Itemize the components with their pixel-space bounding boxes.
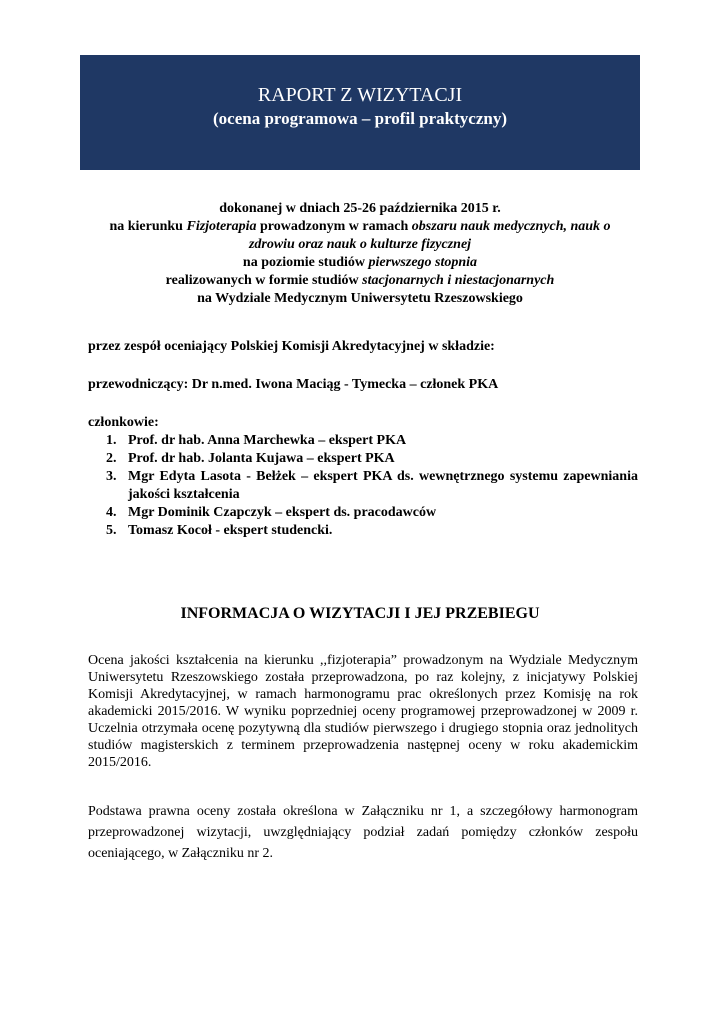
visit-details [80,200,640,308]
study-area-continued: zdrowiu oraz nauk o kulturze fizycznej [248,237,472,252]
study-form-line: realizowanych w formie studiów stacjonarnych i niestacjonarnych [165,273,555,288]
report-title-banner [80,55,640,170]
members-label: członkowie: [88,415,159,430]
study-area: obszaru nauk medycznych, nauk o [411,219,611,234]
study-level-line: na poziomie studiów pierwszego stopnia [242,255,478,270]
list-item: 5. Tomasz Kocoł - ekspert studencki. [106,523,333,538]
list-item: 3. Mgr Edyta Lasota - Bełżek – ekspert PKA ds. wewnętrznego systemu zapewniania jakości kształcenia [106,469,638,502]
team-chair: przewodniczący: Dr n.med. Iwona Maciąg - Tymecka – członek PKA [88,377,499,392]
paragraph-legal-basis: Podstawa prawna oceny została określona w Załączniku nr 1, a szczegółowy harmonogram przeprowadzonej wizytacji, uwzględniający podział zadań pomiędzy członków zespołu oceniającego, w Załączniku nr 2. [88,804,638,861]
study-level: pierwszego stopnia [368,255,478,270]
list-item: 2. Prof. dr hab. Jolanta Kujawa – ekspert PKA [106,451,395,466]
study-form: stacjonarnych i niestacjonarnych [362,273,555,288]
team-intro: przez zespół oceniający Polskiej Komisji Akredytacyjnej w składzie: [88,339,495,354]
list-item: 1. Prof. dr hab. Anna Marchewka – ekspert PKA [106,433,407,448]
visit-date-line: dokonanej w dniach 25-26 października 2015 r. [219,201,501,216]
report-title: RAPORT Z WIZYTACJI [257,84,463,106]
members-list [88,432,638,540]
paragraph-evaluation: Ocena jakości kształcenia na kierunku ,,fizjoterapia” prowadzonym na Wydziale Medycznym Uniwersytetu Rzeszowskiego została przeprowadzona, po raz kolejny, z inicjatywy Polskiej Komisji Akredytacyjnej, w ramach harmonogramu prac określonych przez Komisję na rok akademicki 2015/2016. W wyniku poprzedniej oceny programowej przeprowadzonej w 2009 r. Uczelnia otrzymała ocenę pozytywną dla studiów pierwszego i drugiego stopnia oraz jednolitych studiów magisterskich z terminem przeprowadzenia następnej oceny w roku akademickim 2015/2016. [88,653,638,770]
field-of-study-line: na kierunku Fizjoterapia prowadzonym w ramach obszaru nauk medycznych, nauk o [109,219,611,234]
list-item: 4. Mgr Dominik Czapczyk – ekspert ds. pracodawców [106,505,437,520]
faculty-line: na Wydziale Medycznym Uniwersytetu Rzeszowskiego [197,291,523,306]
section-heading: INFORMACJA O WIZYTACJI I JEJ PRZEBIEGU [180,605,540,622]
field-name: Fizjoterapia [186,219,257,234]
report-subtitle: (ocena programowa – profil praktyczny) [212,109,507,128]
